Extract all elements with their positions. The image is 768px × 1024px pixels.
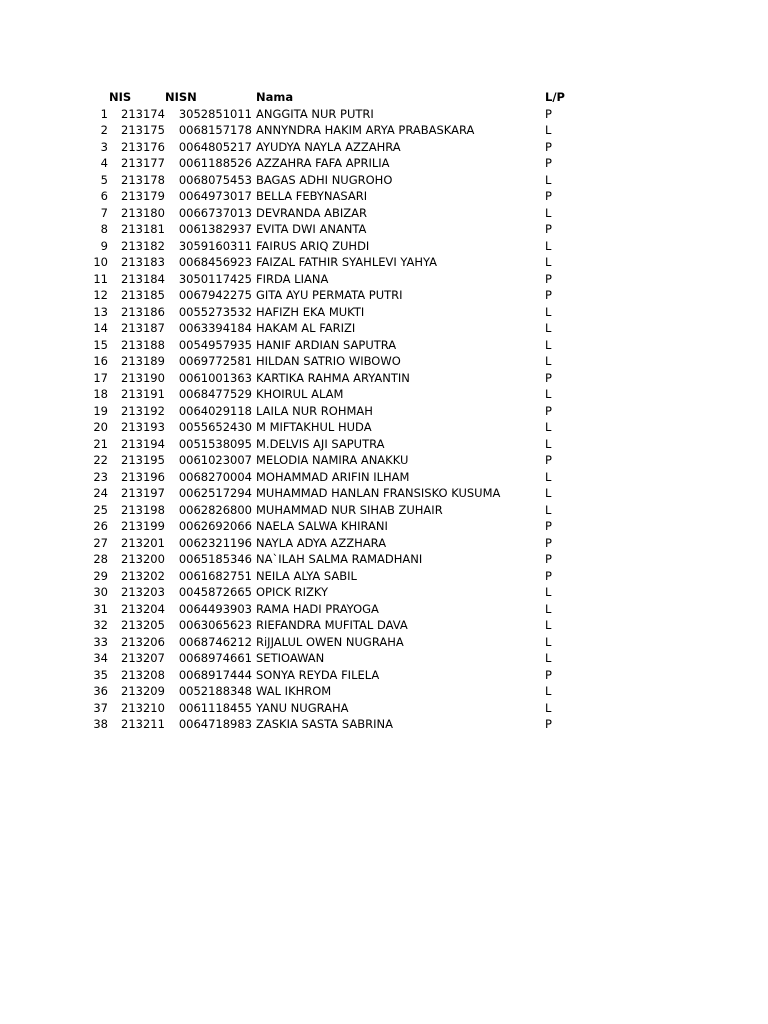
nama-cell: FAIZAL FATHIR SYAHLEVI YAHYA xyxy=(256,255,438,269)
nis-cell: 213207 xyxy=(121,651,165,665)
lp-cell: L xyxy=(545,205,552,220)
lp-cell: L xyxy=(545,585,552,599)
table-row xyxy=(0,617,768,634)
nisn-cell: 0068917444 xyxy=(178,667,252,682)
nama-cell: MOHAMMAD ARIFIN ILHAM xyxy=(256,469,410,484)
nama-cell: MUHAMMAD NUR SIHAB ZUHAIR xyxy=(256,502,443,517)
table-row xyxy=(0,155,768,172)
lp-cell: L xyxy=(545,601,552,616)
nisn-cell: 0068746212 xyxy=(178,634,252,649)
nisn-cell: 0061023007 xyxy=(178,453,252,467)
table-row xyxy=(0,535,768,552)
nama-cell: HAKAM AL FARIZI xyxy=(256,321,356,335)
nisn-cell: 0064973017 xyxy=(178,189,252,203)
table-row xyxy=(0,667,768,684)
nama-cell: EVITA DWI ANANTA xyxy=(256,222,367,236)
lp-cell: L xyxy=(545,502,552,517)
nisn-cell: 0067942275 xyxy=(178,288,252,302)
lp-cell: L xyxy=(545,469,552,484)
lp-cell: P xyxy=(545,222,552,236)
nis-cell: 213201 xyxy=(121,535,165,550)
lp-cell: P xyxy=(545,106,552,121)
nisn-cell: 0064805217 xyxy=(178,139,252,154)
nis-cell: 213183 xyxy=(121,255,165,269)
table-row xyxy=(0,700,768,717)
nis-cell: 213208 xyxy=(121,667,165,682)
table-row xyxy=(0,452,768,469)
nama-cell: ANNYNDRA HAKIM ARYA PRABASKARA xyxy=(256,123,475,137)
nama-cell: ANGGITA NUR PUTRI xyxy=(256,106,374,121)
table-row xyxy=(0,106,768,123)
lp-cell: L xyxy=(545,700,552,715)
table-row xyxy=(0,271,768,288)
nama-cell: AYUDYA NAYLA AZZAHRA xyxy=(256,139,401,154)
table-row xyxy=(0,370,768,387)
row-number: 15 xyxy=(93,337,108,352)
row-number: 17 xyxy=(93,370,108,385)
row-number: 1 xyxy=(100,106,108,121)
nisn-cell: 0052188348 xyxy=(178,684,252,698)
table-row xyxy=(0,254,768,271)
nama-cell: MUHAMMAD HANLAN FRANSISKO KUSUMA xyxy=(256,486,501,500)
lp-cell: L xyxy=(545,618,552,632)
row-number: 25 xyxy=(93,502,108,517)
row-number: 28 xyxy=(93,552,108,566)
nis-cell: 213195 xyxy=(121,453,165,467)
table-row xyxy=(0,436,768,453)
nama-cell: FAIRUS ARIQ ZUHDI xyxy=(256,238,370,253)
table-row xyxy=(0,469,768,486)
nama-cell: YANU NUGRAHA xyxy=(256,700,349,715)
lp-cell: P xyxy=(545,403,552,418)
nisn-cell: 0061682751 xyxy=(178,568,252,583)
nisn-cell: 0054957935 xyxy=(178,337,252,352)
lp-cell: L xyxy=(545,634,552,649)
nama-cell: LAILA NUR ROHMAH xyxy=(256,403,373,418)
nis-cell: 213209 xyxy=(121,684,165,698)
nisn-cell: 0065185346 xyxy=(178,552,252,566)
nama-cell: HANIF ARDIAN SAPUTRA xyxy=(256,337,397,352)
header-nis: NIS xyxy=(109,90,132,104)
nama-cell: RiJJALUL OWEN NUGRAHA xyxy=(256,634,404,649)
lp-cell: P xyxy=(545,288,552,302)
nama-cell: RIEFANDRA MUFITAL DAVA xyxy=(256,618,408,632)
nis-cell: 213211 xyxy=(121,717,165,731)
nis-cell: 213188 xyxy=(121,337,165,352)
row-number: 14 xyxy=(93,321,108,335)
nis-cell: 213181 xyxy=(121,222,165,236)
table-row xyxy=(0,485,768,502)
table-row xyxy=(0,634,768,651)
nama-cell: OPICK RIZKY xyxy=(256,585,329,599)
row-number: 16 xyxy=(93,354,108,368)
nama-cell: SETIOAWAN xyxy=(256,651,325,665)
row-number: 2 xyxy=(100,123,108,137)
nis-cell: 213187 xyxy=(121,321,165,335)
table-row xyxy=(0,403,768,420)
header-nisn: NISN xyxy=(165,90,197,104)
lp-cell: P xyxy=(545,139,552,154)
table-row xyxy=(0,353,768,370)
row-number: 9 xyxy=(100,238,108,253)
nama-cell: SONYA REYDA FILELA xyxy=(256,667,380,682)
lp-cell: L xyxy=(545,172,552,187)
row-number: 37 xyxy=(93,700,108,715)
table-row xyxy=(0,683,768,700)
row-number: 3 xyxy=(100,139,108,154)
nisn-cell: 0064029118 xyxy=(178,403,252,418)
nis-cell: 213204 xyxy=(121,601,165,616)
nisn-cell: 0069772581 xyxy=(178,354,252,368)
lp-cell: L xyxy=(545,304,552,319)
nisn-cell: 0061382937 xyxy=(178,222,252,236)
nisn-cell: 0061188526 xyxy=(178,156,252,170)
lp-cell: P xyxy=(545,667,552,682)
nis-cell: 213197 xyxy=(121,486,165,500)
nis-cell: 213210 xyxy=(121,700,165,715)
nisn-cell: 0062692066 xyxy=(178,519,252,533)
table-row xyxy=(0,601,768,618)
table-row xyxy=(0,287,768,304)
lp-cell: P xyxy=(545,535,552,550)
nisn-cell: 0045872665 xyxy=(178,585,252,599)
nis-cell: 213190 xyxy=(121,370,165,385)
nama-cell: ZASKIA SASTA SABRINA xyxy=(256,717,393,731)
lp-cell: L xyxy=(545,321,552,335)
nisn-cell: 0068974661 xyxy=(178,651,252,665)
nisn-cell: 3050117425 xyxy=(178,271,252,286)
nis-cell: 213175 xyxy=(121,123,165,137)
row-number: 27 xyxy=(93,535,108,550)
lp-cell: L xyxy=(545,354,552,368)
table-row xyxy=(0,320,768,337)
nis-cell: 213185 xyxy=(121,288,165,302)
nis-cell: 213203 xyxy=(121,585,165,599)
nis-cell: 213186 xyxy=(121,304,165,319)
table-row xyxy=(0,551,768,568)
nisn-cell: 0061118455 xyxy=(178,700,252,715)
lp-cell: L xyxy=(545,337,552,352)
nisn-cell: 0066737013 xyxy=(178,205,252,220)
nisn-cell: 0051538095 xyxy=(178,436,252,451)
nisn-cell: 0068270004 xyxy=(178,469,252,484)
table-row xyxy=(0,238,768,255)
lp-cell: P xyxy=(545,156,552,170)
lp-cell: P xyxy=(545,271,552,286)
nis-cell: 213206 xyxy=(121,634,165,649)
nama-cell: RAMA HADI PRAYOGA xyxy=(256,601,379,616)
nama-cell: M MIFTAKHUL HUDA xyxy=(256,420,372,434)
table-row xyxy=(0,337,768,354)
lp-cell: P xyxy=(545,717,552,731)
row-number: 5 xyxy=(100,172,108,187)
nisn-cell: 3059160311 xyxy=(178,238,252,253)
nis-cell: 213180 xyxy=(121,205,165,220)
table-row xyxy=(0,584,768,601)
nama-cell: NEILA ALYA SABIL xyxy=(256,568,357,583)
nisn-cell: 3052851011 xyxy=(178,106,252,121)
lp-cell: L xyxy=(545,123,552,137)
nis-cell: 213202 xyxy=(121,568,165,583)
nisn-cell: 0068075453 xyxy=(178,172,252,187)
nis-cell: 213177 xyxy=(121,156,165,170)
nama-cell: NAYLA ADYA AZZHARA xyxy=(256,535,387,550)
row-number: 20 xyxy=(93,420,108,434)
nis-cell: 213176 xyxy=(121,139,165,154)
row-number: 11 xyxy=(93,271,108,286)
nama-cell: KHOIRUL ALAM xyxy=(256,387,344,401)
nama-cell: HILDAN SATRIO WIBOWO xyxy=(256,354,401,368)
row-number: 31 xyxy=(93,601,108,616)
nama-cell: AZZAHRA FAFA APRILIA xyxy=(256,156,390,170)
student-list-sheet xyxy=(0,89,768,733)
row-number: 23 xyxy=(93,469,108,484)
lp-cell: P xyxy=(545,568,552,583)
nis-cell: 213174 xyxy=(121,106,165,121)
lp-cell: L xyxy=(545,486,552,500)
nisn-cell: 0064718983 xyxy=(178,717,252,731)
nama-cell: M.DELVIS AJI SAPUTRA xyxy=(256,436,385,451)
nama-cell: BELLA FEBYNASARI xyxy=(256,189,368,203)
row-number: 7 xyxy=(100,205,108,220)
nisn-cell: 0062321196 xyxy=(178,535,252,550)
nisn-cell: 0068157178 xyxy=(178,123,252,137)
nis-cell: 213193 xyxy=(121,420,165,434)
row-number: 35 xyxy=(93,667,108,682)
row-number: 29 xyxy=(93,568,108,583)
row-number: 33 xyxy=(93,634,108,649)
header-nama: Nama xyxy=(256,90,294,104)
nama-cell: KARTIKA RAHMA ARYANTIN xyxy=(256,370,410,385)
row-number: 10 xyxy=(93,255,108,269)
lp-cell: P xyxy=(545,453,552,467)
row-number: 8 xyxy=(100,222,108,236)
nama-cell: DEVRANDA ABIZAR xyxy=(256,205,368,220)
lp-cell: P xyxy=(545,189,552,203)
row-number: 26 xyxy=(93,519,108,533)
nis-cell: 213191 xyxy=(121,387,165,401)
lp-cell: P xyxy=(545,552,552,566)
nama-cell: GITA AYU PERMATA PUTRI xyxy=(256,288,403,302)
nisn-cell: 0062826800 xyxy=(178,502,252,517)
row-number: 34 xyxy=(93,651,108,665)
lp-cell: L xyxy=(545,238,552,253)
nisn-cell: 0068456923 xyxy=(178,255,252,269)
table-row xyxy=(0,205,768,222)
nama-cell: MELODIA NAMIRA ANAKKU xyxy=(256,453,409,467)
row-number: 4 xyxy=(100,156,108,170)
nisn-cell: 0064493903 xyxy=(178,601,252,616)
nis-cell: 213182 xyxy=(121,238,165,253)
nis-cell: 213196 xyxy=(121,469,165,484)
table-row xyxy=(0,650,768,667)
table-row xyxy=(0,122,768,139)
nama-cell: HAFIZH EKA MUKTI xyxy=(256,304,365,319)
nis-cell: 213178 xyxy=(121,172,165,187)
nama-cell: NAELA SALWA KHIRANI xyxy=(256,519,388,533)
table-row xyxy=(0,304,768,321)
nis-cell: 213194 xyxy=(121,436,165,451)
nisn-cell: 0055652430 xyxy=(178,420,252,434)
lp-cell: L xyxy=(545,684,552,698)
header-lp: L/P xyxy=(545,90,565,104)
lp-cell: P xyxy=(545,370,552,385)
student-rows xyxy=(0,106,768,733)
row-number: 18 xyxy=(93,387,108,401)
lp-cell: L xyxy=(545,387,552,401)
nisn-cell: 0063394184 xyxy=(178,321,252,335)
nis-cell: 213179 xyxy=(121,189,165,203)
lp-cell: L xyxy=(545,255,552,269)
nis-cell: 213198 xyxy=(121,502,165,517)
header-row xyxy=(0,89,768,106)
nama-cell: WAL IKHROM xyxy=(256,684,332,698)
row-number: 38 xyxy=(93,717,108,731)
row-number: 32 xyxy=(93,618,108,632)
table-row xyxy=(0,716,768,733)
nama-cell: NA`ILAH SALMA RAMADHANI xyxy=(256,552,423,566)
lp-cell: L xyxy=(545,420,552,434)
row-number: 13 xyxy=(93,304,108,319)
row-number: 19 xyxy=(93,403,108,418)
nis-cell: 213200 xyxy=(121,552,165,566)
nisn-cell: 0055273532 xyxy=(178,304,252,319)
nisn-cell: 0062517294 xyxy=(178,486,252,500)
row-number: 12 xyxy=(93,288,108,302)
table-row xyxy=(0,221,768,238)
table-row xyxy=(0,518,768,535)
nama-cell: BAGAS ADHI NUGROHO xyxy=(256,172,393,187)
nis-cell: 213192 xyxy=(121,403,165,418)
row-number: 21 xyxy=(93,436,108,451)
table-row xyxy=(0,139,768,156)
row-number: 36 xyxy=(93,684,108,698)
table-row xyxy=(0,502,768,519)
nama-cell: FIRDA LIANA xyxy=(256,271,329,286)
table-row xyxy=(0,386,768,403)
table-row xyxy=(0,172,768,189)
nis-cell: 213205 xyxy=(121,618,165,632)
nis-cell: 213189 xyxy=(121,354,165,368)
row-number: 6 xyxy=(100,189,108,203)
nis-cell: 213199 xyxy=(121,519,165,533)
lp-cell: L xyxy=(545,651,552,665)
row-number: 22 xyxy=(93,453,108,467)
nis-cell: 213184 xyxy=(121,271,165,286)
table-row xyxy=(0,568,768,585)
table-row xyxy=(0,419,768,436)
row-number: 24 xyxy=(93,486,108,500)
row-number: 30 xyxy=(93,585,108,599)
table-row xyxy=(0,188,768,205)
nisn-cell: 0061001363 xyxy=(178,370,252,385)
nisn-cell: 0068477529 xyxy=(178,387,252,401)
lp-cell: L xyxy=(545,436,552,451)
lp-cell: P xyxy=(545,519,552,533)
nisn-cell: 0063065623 xyxy=(178,618,252,632)
